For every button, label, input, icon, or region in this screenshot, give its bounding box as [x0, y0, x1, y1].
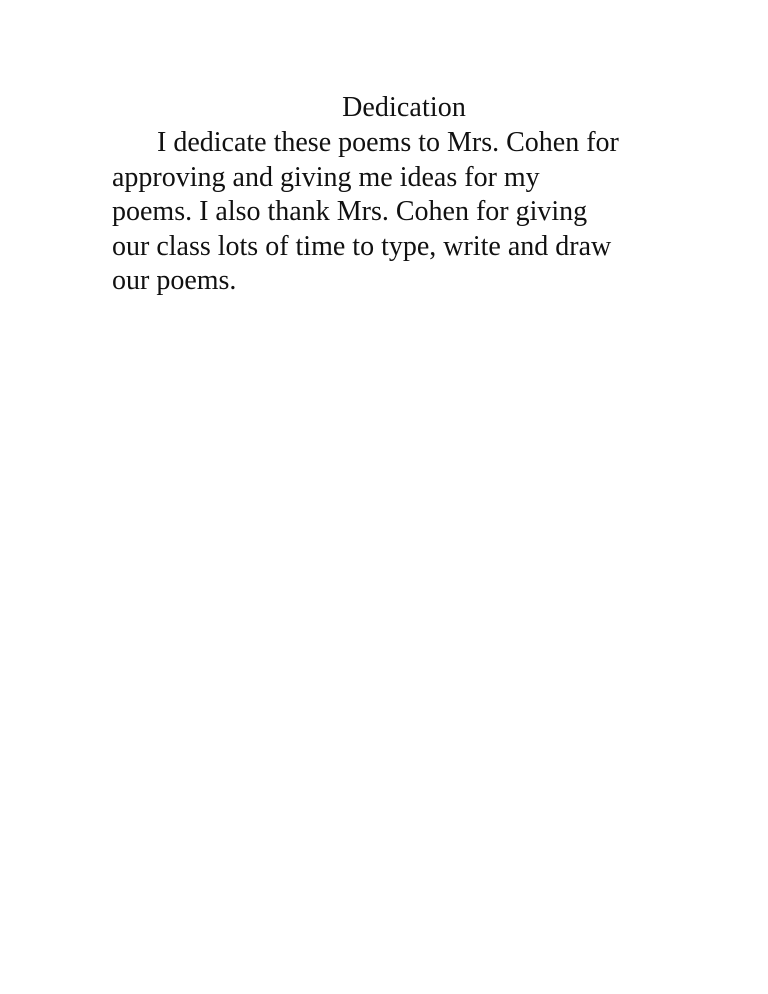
page-title: Dedication	[342, 92, 466, 123]
dedication-paragraph	[112, 126, 672, 299]
paragraph-line-1-text: I dedicate these poems to Mrs. Cohen for	[157, 127, 619, 158]
paragraph-line-5: our poems.	[112, 265, 237, 296]
paragraph-line-4: our class lots of time to type, write and draw	[112, 230, 612, 262]
paragraph-line-3: poems. I also thank Mrs. Cohen for giving	[112, 196, 588, 227]
paragraph-line-2: approving and giving me ideas for my	[112, 161, 540, 193]
paragraph-line-1	[112, 126, 672, 161]
